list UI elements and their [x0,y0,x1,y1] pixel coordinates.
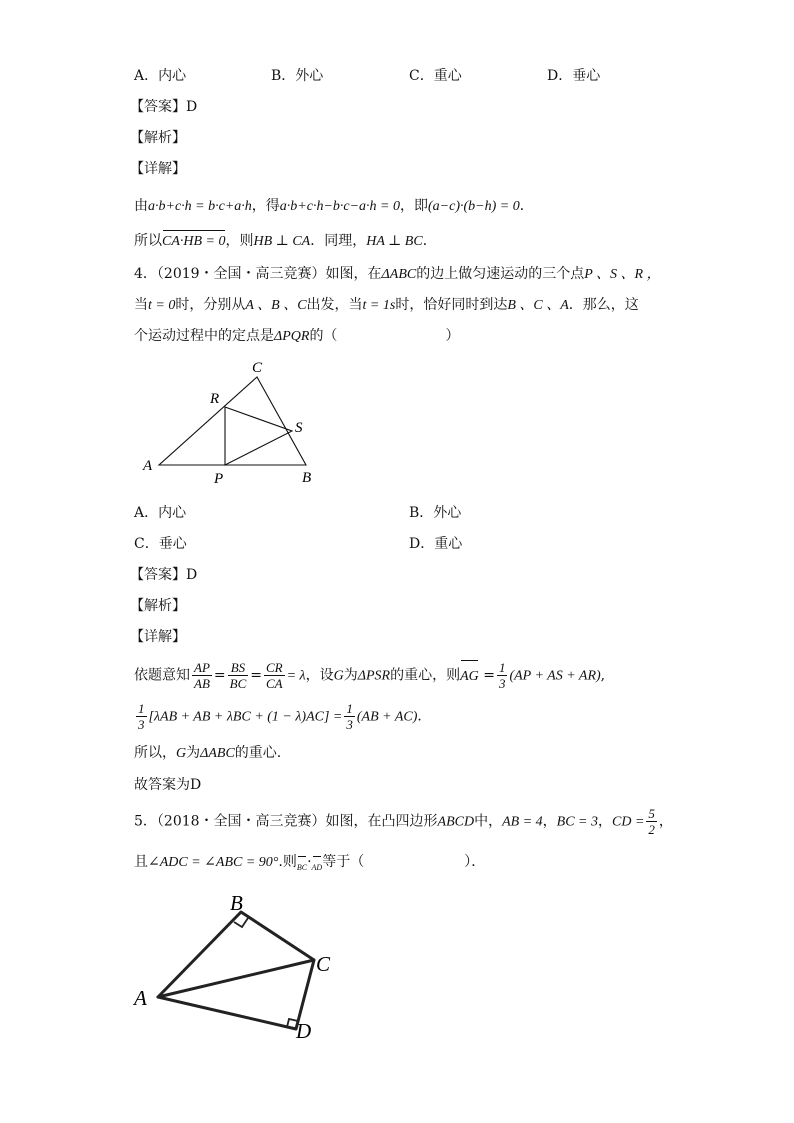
numerator: 1 [138,701,145,716]
q5-quadrilateral-figure [130,885,345,1045]
label-a: A [134,986,147,1010]
math: AB = 4 [502,814,543,830]
equation: a·b+c·h = b·c+a·h [148,199,252,214]
q5-stem-line-1 [134,806,673,838]
text: 所以 [134,233,162,249]
q3-option-b: B．外心 [271,68,324,84]
q4-stem-line-1 [134,264,661,285]
text: ， [658,813,673,830]
text: 为 [343,667,358,684]
math: ΔPQR [274,329,310,344]
text: ．那么，这 [568,297,639,313]
q4-triangle-figure [136,355,336,490]
text: ）． [464,854,486,870]
denominator: 2 [648,822,655,837]
denominator: 3 [346,717,353,732]
denominator: 3 [498,676,506,691]
q3-option-d: D．垂心 [547,68,601,84]
q5-stem-line-2: 且∠ADC = ∠ABC = 90°.则BC·AD等于（ ）． [134,852,485,878]
label-c: C [316,952,331,976]
q3-analysis-label: 【解析】 [130,130,186,146]
text: 5．（2018・全国・高三竞赛）如图，在凸四边形 [134,813,438,830]
equation: a·b+c·h−b·c−a·h = 0 [279,199,400,214]
text: 的（ [309,328,338,344]
q3-option-a: A．内心 [134,68,187,84]
text: 且 [134,854,148,870]
vector: AG [460,662,479,692]
label-d: D [296,1019,312,1043]
vector: AD [312,858,323,878]
text: ， [542,813,557,830]
math: ABCD [437,814,475,830]
q4-option-b: B．外心 [409,505,462,521]
denominator: CA [265,676,283,691]
math: [λAB + AB + λBC + (1 − λ)AC] = [148,709,343,725]
label-p: P [214,471,224,487]
text: 4．（2019・全国・高三竞赛）如图，在 [134,266,382,282]
math: ∠ADC = ∠ABC = 90° [148,855,279,870]
text: ，则 [225,233,254,249]
math: (AB + AC) [356,709,418,725]
q3-detail-label: 【详解】 [130,161,186,177]
math: (AP + AS + AR) [509,668,601,684]
numerator: 1 [498,660,506,675]
q3-solution-line-2 [134,231,437,252]
text: ．同理， [310,233,367,249]
text: 的边上做匀速运动的三个点 [416,266,585,282]
triangle-prs [225,407,292,465]
equation: HA ⊥ BC [366,234,423,249]
q3-solution-line-1 [134,196,534,217]
text: ） [445,328,460,344]
q4-solution-line-2 [134,701,431,733]
math: t = 0 [148,298,176,313]
equation: CA·HB = 0 [162,232,226,252]
fraction [136,701,147,732]
q4-option-a: A．内心 [134,505,187,521]
text: 当 [134,297,148,313]
math: B 、C 、A [507,298,569,313]
numerator: 5 [648,806,655,821]
q4-answer: 【答案】D [130,567,198,583]
triangle-abc [159,377,306,465]
text: ，设 [305,667,334,684]
label-b: B [230,891,243,915]
math: A 、B 、C [245,298,307,313]
right-angle-b [234,918,248,927]
denominator: AB [194,676,210,691]
text: 由 [134,198,148,214]
denominator: BC [229,676,247,691]
text: 个运动过程中的定点是 [134,328,274,344]
label-a: A [143,458,153,474]
text: 所以， [134,745,176,761]
q4-analysis-label: 【解析】 [130,598,186,614]
quadrilateral-abcd [158,912,314,1029]
q4-option-c: C．垂心 [134,536,187,552]
equation: (a−c)·(b−h) = 0 [428,199,520,214]
q4-solution-line-3 [134,743,281,764]
numerator: BS [228,660,249,676]
label-s: S [295,420,303,436]
label-r: R [210,391,220,407]
text: 等于（ [322,854,365,870]
text: .则 [278,854,297,870]
q4-stem-line-3 [134,326,459,347]
numerator: AP [194,660,210,675]
q3-option-c: C．重心 [409,68,462,84]
text: 出发，当 [306,297,363,313]
text: 为 [186,745,201,761]
equation: HB ⊥ CA [253,234,311,249]
math: BC = 3 [556,814,599,830]
text: ． [519,198,534,214]
math: CD = [612,814,645,830]
text: ． [417,708,432,725]
vector: BC [297,858,307,878]
text: ． [422,233,437,249]
diagonal-ac [158,960,314,997]
numerator: CR [265,660,283,675]
text: 时，分别从 [175,297,246,313]
fraction [344,701,355,732]
text: 依题意知 [134,667,190,684]
fraction [228,660,249,691]
math: t = 1s [362,298,396,313]
q4-final-answer: 故答案为D [134,777,202,793]
fraction [646,806,657,837]
text: ， [598,813,613,830]
q3-answer: 【答案】D [130,99,198,115]
math: ΔABC [200,746,235,761]
math: G [176,746,187,761]
math: ΔPSR [357,668,391,684]
text: 的重心. [234,745,282,761]
math: = λ [286,668,306,684]
q4-stem-line-2 [134,295,639,316]
text: 时，恰好同时到达 [395,297,508,313]
fraction [264,660,285,691]
q4-solution-line-1: 依题意知 $\frac{AP}{AB}$ = $\frac{BS}{BC}$ = $\frac{CR}{CA}$ = λ，设G为ΔPSR的重心，则AG = $\frac{1}{3}$ (AP + AS + AR), [134,660,606,691]
math: G [333,668,344,684]
numerator: 1 [346,701,353,716]
fraction [497,660,508,691]
text: 的重心，则 [390,667,461,684]
label-b: B [302,470,312,486]
text: ，得 [251,198,280,214]
denominator: 3 [138,717,145,732]
text: 中， [474,813,503,830]
q4-option-d: D．重心 [409,536,463,552]
q4-detail-label: 【详解】 [130,629,186,645]
label-c: C [252,360,263,376]
math: P 、S 、R ， [584,267,661,282]
fraction [192,660,212,691]
math: ΔABC [381,267,417,282]
text: ，即 [400,198,428,214]
